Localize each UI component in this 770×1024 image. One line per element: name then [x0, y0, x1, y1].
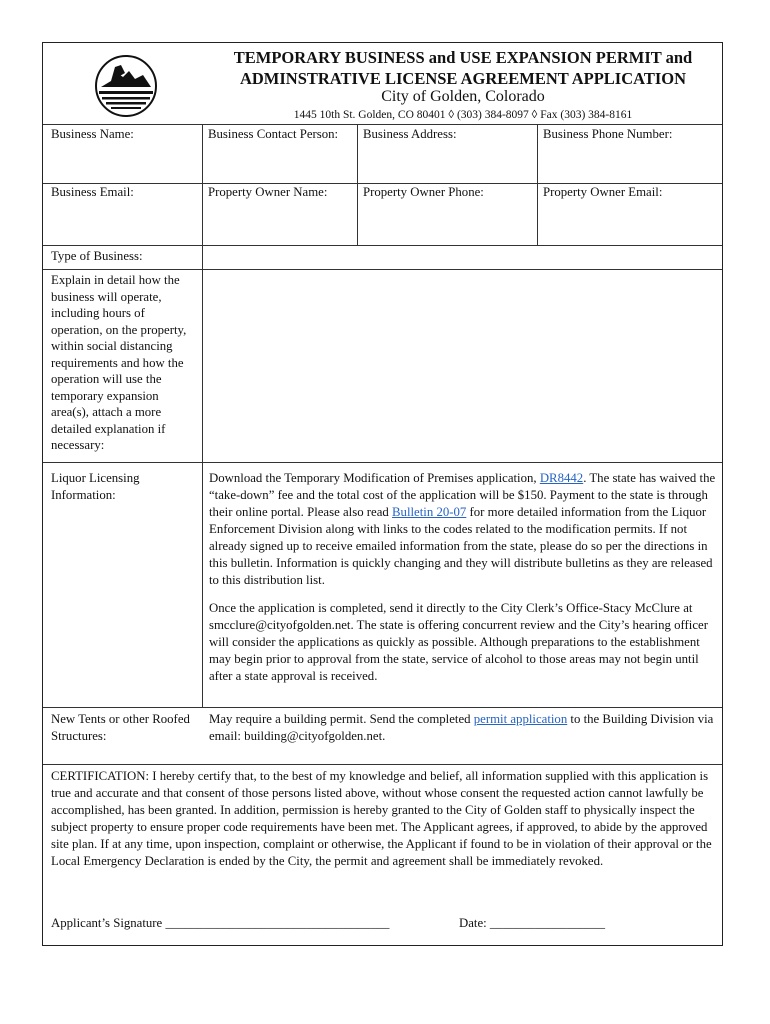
form-title-line-2: ADMINSTRATIVE LICENSE AGREEMENT APPLICATION: [239, 69, 687, 88]
bulletin-20-07-link[interactable]: Bulletin 20-07: [392, 505, 467, 519]
date-field[interactable]: Date: __________________: [459, 916, 606, 930]
type-of-business-label: Type of Business:: [51, 249, 143, 263]
owner-email-field[interactable]: Property Owner Email:: [543, 185, 663, 199]
certification-text: CERTIFICATION: I hereby certify that, to the best of my knowledge and belief, all information supplied with this application is true and accurate and that consent of those persons listed above, without whose consent the requested action cannot lawfully be accomplished, has been granted. In addition, permission is hereby granted to the City of Golden staff to physically inspect the subject property to ensure proper code requirements have been met. The Applicant agrees, if approved, to abide by the approved site plan. If at any time, upon inspection, complaint or otherwise, the Applicant if found to be in violation of their approval or the Local Emergency Declaration is ended by the City, the permit and agreement shall be immediately revoked.: [51, 769, 712, 868]
application-form: [42, 42, 723, 946]
type-of-business-input[interactable]: [203, 246, 722, 269]
applicant-signature-field[interactable]: Applicant’s Signature ___________________________________: [51, 916, 390, 930]
business-email-field[interactable]: Business Email:: [51, 185, 134, 199]
city-seal-icon: [93, 53, 159, 119]
explain-operation-label: Explain in detail how the business will operate, including hours of operation, on the property, within social distancing requirements and how the operation will use the temporary expansion area(s), attach a more detailed explanation if necessary:: [51, 273, 187, 452]
owner-name-field[interactable]: Property Owner Name:: [208, 185, 328, 199]
tents-label: New Tents or other Roofed Structures:: [51, 712, 190, 743]
business-phone-field[interactable]: Business Phone Number:: [543, 127, 673, 141]
permit-application-link[interactable]: permit application: [473, 712, 568, 726]
explain-operation-input[interactable]: [203, 270, 722, 462]
business-address-field[interactable]: Business Address:: [363, 127, 457, 141]
liquor-paragraph-1: Download the Temporary Modification of Premises application, DR8442. The state has waived the “take-down” fee and the total cost of the application will be $150. Payment to the state is through their online portal. Please also read Bulletin 20-07 for more detailed information from the Liquor Enforcement Division along with links to the codes related to the modification permits. If not already signed up to receive emailed information from the state, please do so per the directions in this bulletin. Information is quickly changing and they will distribute bulletins as they are released to this distribution list.: [209, 471, 716, 587]
form-title-line-1: TEMPORARY BUSINESS and USE EXPANSION PERMIT and: [233, 48, 693, 67]
business-name-field[interactable]: Business Name:: [51, 127, 134, 141]
tents-text: May require a building permit. Send the completed permit application to the Building Division via email: building@cityofgolden.net.: [209, 712, 714, 743]
liquor-licensing-label: Liquor Licensing Information:: [51, 471, 140, 502]
contact-person-field[interactable]: Business Contact Person:: [208, 127, 339, 141]
dr8442-link[interactable]: DR8442: [539, 471, 584, 485]
city-name: City of Golden, Colorado: [381, 88, 545, 105]
city-address: 1445 10th St. Golden, CO 80401 ◊ (303) 384-8097 ◊ Fax (303) 384-8161: [293, 109, 633, 121]
liquor-paragraph-2: Once the application is completed, send it directly to the City Clerk’s Office-Stacy McClure at smcclure@cityofgolden.net. The state is offering concurrent review and the City’s hearing officer will consider the applications as quickly as possible. Although preparations to the establishment may begin prior to approval from the state, service of alcohol to those areas may not begin until after a state approval is received.: [209, 601, 708, 683]
owner-phone-field[interactable]: Property Owner Phone:: [363, 185, 484, 199]
